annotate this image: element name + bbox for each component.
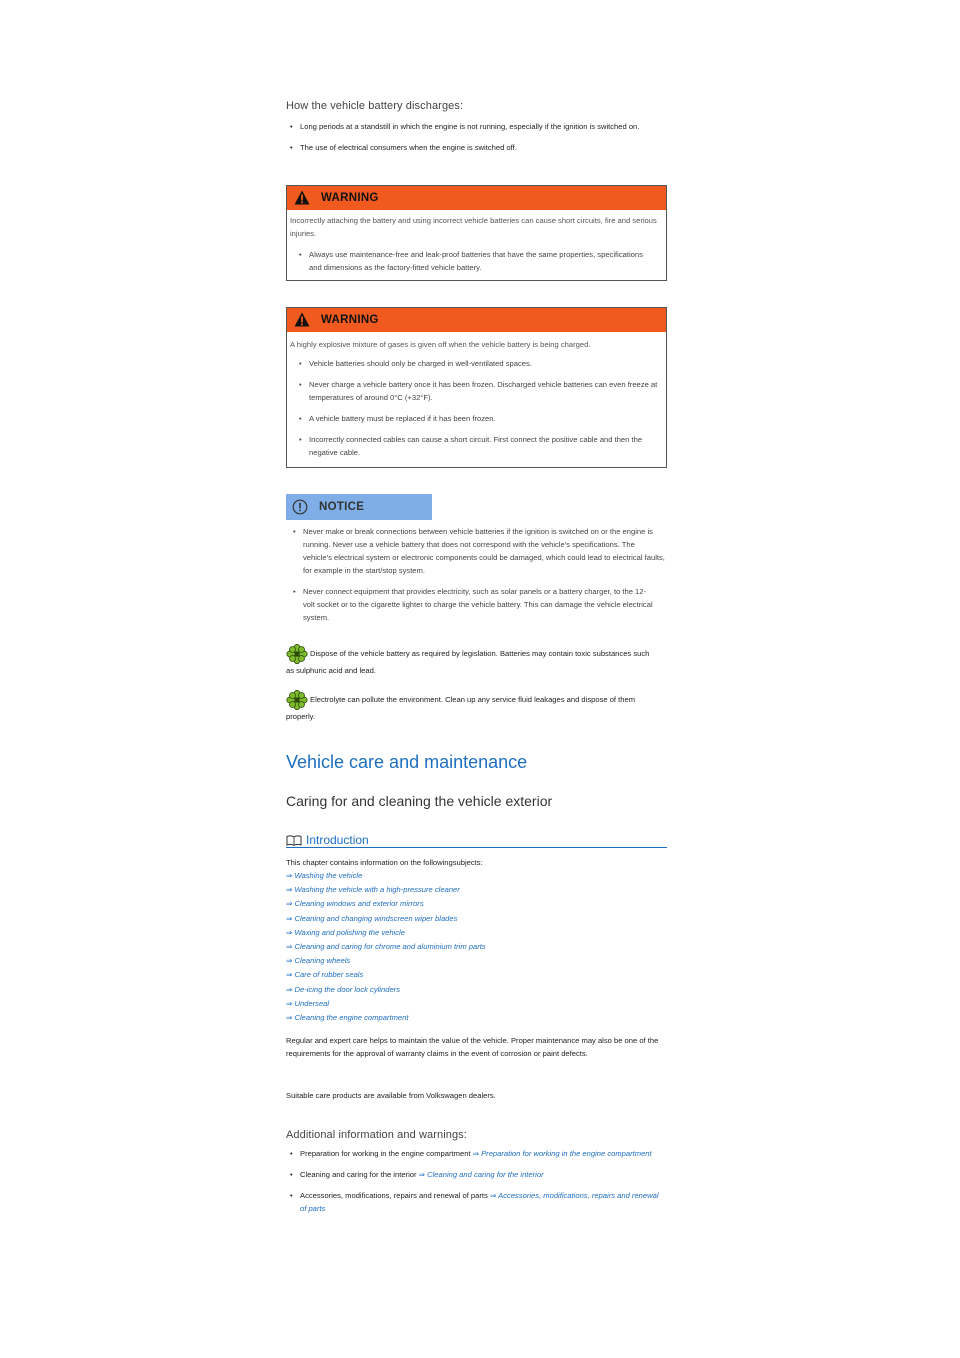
warning-triangle-icon <box>294 312 310 327</box>
list-item <box>286 1168 664 1181</box>
item-text: Cleaning and caring for the interior <box>300 1170 419 1179</box>
environment-flower-icon <box>286 690 308 710</box>
chapter-title: Vehicle care and maintenance <box>286 752 528 772</box>
list-item: • Long periods at a standstill in which the engine is not running, especially if the ignition is switched on. <box>286 120 640 133</box>
warning-label: WARNING <box>321 314 379 326</box>
book-icon <box>286 835 302 846</box>
list-item <box>286 1189 662 1215</box>
link-engine-compartment-prep[interactable]: ⇒ Preparation for working in the engine compartment <box>472 1149 652 1158</box>
intro-lead: This chapter contains information on the followingsubjects: <box>286 858 483 867</box>
section-title: Caring for and cleaning the vehicle exterior <box>286 793 553 809</box>
warning-triangle-icon <box>294 190 310 205</box>
battery-discharge-list <box>286 120 646 154</box>
warning-header <box>287 308 666 332</box>
list-item: • The use of electrical consumers when the engine is switched off. <box>286 141 646 154</box>
warning-intro: A highly explosive mixture of gases is given off when the vehicle battery is being charged. <box>290 340 591 349</box>
env-note-battery <box>286 644 656 677</box>
subject-link-underseal[interactable]: ⇒ Underseal <box>286 998 330 1008</box>
env-note-text: Electrolyte can pollute the environment. Clean up any service fluid leakages and dispose of them properly. <box>286 695 636 721</box>
subject-link-windows-mirrors[interactable]: ⇒ Cleaning windows and exterior mirrors <box>286 899 424 909</box>
link-interior-care[interactable]: ⇒ Cleaning and caring for the interior <box>418 1170 544 1179</box>
introduction-header <box>286 831 667 848</box>
notice-exclamation-icon <box>292 499 308 515</box>
additional-info-heading: Additional information and warnings: <box>286 1129 467 1141</box>
maintenance-paragraph: Regular and expert care helps to maintain the value of the vehicle. Proper maintenance may also be one of the requirements for the approval of warranty claims in the event of corrosion or paint defects. <box>286 1036 659 1058</box>
subject-link-waxing[interactable]: ⇒ Waxing and polishing the vehicle <box>286 927 405 937</box>
notice-header <box>286 494 432 520</box>
warning-box-battery-attach <box>286 185 667 281</box>
notice-list <box>289 525 667 624</box>
subject-link-chrome-trim[interactable]: ⇒ Cleaning and caring for chrome and aluminium trim parts <box>286 942 486 952</box>
subject-link-washing[interactable]: ⇒ Washing the vehicle <box>286 871 363 880</box>
notice-label: NOTICE <box>319 501 365 513</box>
subject-link-wheels[interactable]: ⇒ Cleaning wheels <box>286 956 351 966</box>
subjects-list <box>286 869 666 1025</box>
warning-intro: Incorrectly attaching the battery and using incorrect vehicle batteries can cause short circuits, fire and serious injuries. <box>290 216 657 238</box>
list-item: • Never connect equipment that provides electricity, such as solar panels or a battery charger, to the 12-volt socket or to the cigarette lighter to charge the vehicle battery. This can damage the vehicle electrical system. <box>289 585 655 624</box>
introduction-title: Introduction <box>306 833 369 847</box>
env-note-electrolyte <box>286 690 664 723</box>
list-item <box>286 1147 652 1160</box>
list-item: • Never make or break connections between vehicle batteries if the ignition is switched on or the engine is running. Never use a vehicle battery that does not correspond with the vehicle's specifications. The vehicle's electrical system or electronic components could be damaged, which could lead to electrical faults, for example in the start/stop system. <box>289 525 665 577</box>
list-item: • Never charge a vehicle battery once it has been frozen. Discharged vehicle batteries can even freeze at temperatures of around 0°C (+32°F). <box>295 378 661 404</box>
item-text: Accessories, modifications, repairs and renewal of parts <box>300 1191 490 1200</box>
subject-link-wiper-blades[interactable]: ⇒ Cleaning and changing windscreen wiper blades <box>286 913 458 923</box>
care-products-paragraph: Suitable care products are available from Volkswagen dealers. <box>286 1091 496 1100</box>
subject-link-rubber-seals[interactable]: ⇒ Care of rubber seals <box>286 970 364 980</box>
battery-discharge-heading: How the vehicle battery discharges: <box>286 100 464 112</box>
environment-flower-icon <box>286 644 308 664</box>
list-item: • Always use maintenance-free and leak-proof batteries that have the same properties, specifications and dimensions as the factory-fitted vehicle battery. <box>295 248 644 274</box>
list-item: • Incorrectly connected cables can cause a short circuit. First connect the positive cable and then the negative cable. <box>295 433 671 459</box>
list-item: • Vehicle batteries should only be charged in well-ventilated spaces. <box>295 357 663 370</box>
additional-info-list <box>286 1147 664 1215</box>
warning-label: WARNING <box>321 192 379 204</box>
list-item: • A vehicle battery must be replaced if it has been frozen. <box>295 412 663 425</box>
subject-link-high-pressure[interactable]: ⇒ Washing the vehicle with a high-pressure cleaner <box>286 885 460 895</box>
subject-link-engine-compartment[interactable]: ⇒ Cleaning the engine compartment <box>286 1013 409 1023</box>
item-text: Preparation for working in the engine compartment <box>300 1149 473 1158</box>
env-note-text: Dispose of the vehicle battery as required by legislation. Batteries may contain toxic substances such as sulphuric acid and lead. <box>286 649 650 675</box>
link-accessories-repairs[interactable]: ⇒ Accessories, modifications, repairs and renewal of parts <box>300 1191 659 1213</box>
warning-box-charging <box>286 307 667 468</box>
warning-header <box>287 186 666 210</box>
subject-link-door-lock[interactable]: ⇒ De-icing the door lock cylinders <box>286 984 400 994</box>
